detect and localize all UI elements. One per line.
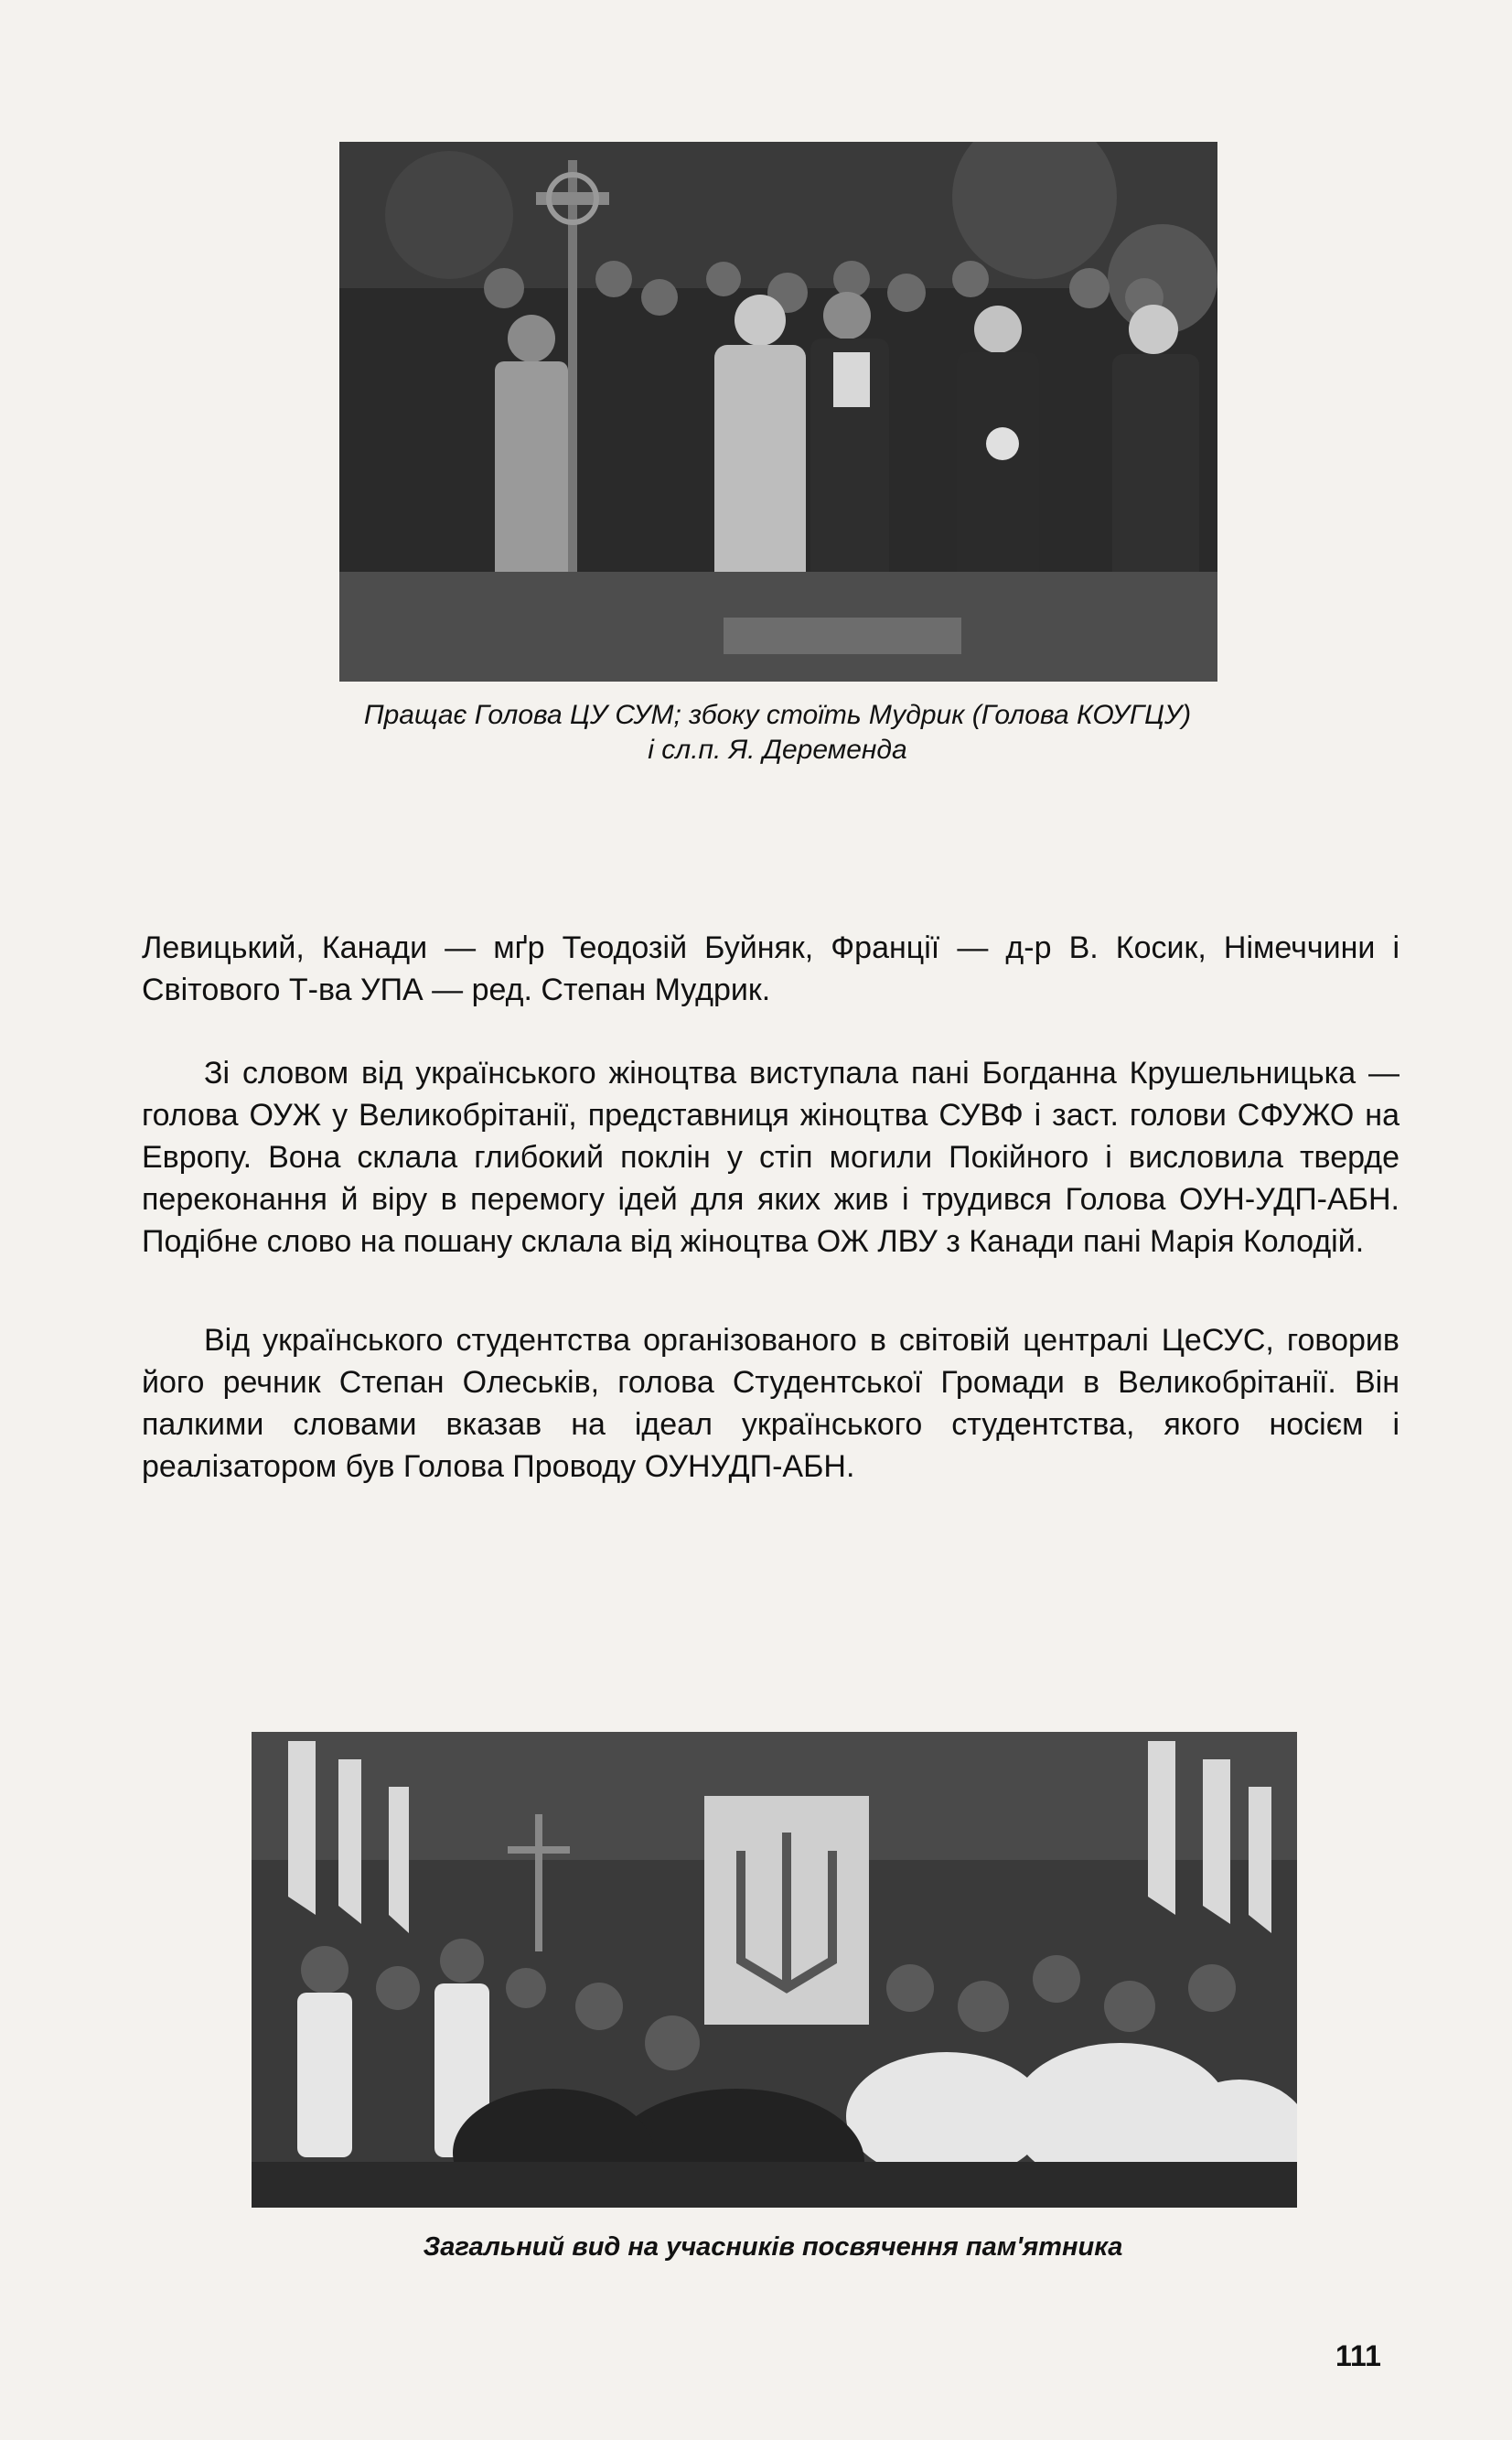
page-number: 111 <box>1335 2339 1381 2372</box>
photo-caption-top-line1: Пращає Голова ЦУ СУМ; збоку стоїть Мудрик (Голова КОУГЦУ) <box>363 700 1192 730</box>
body-paragraph-1 <box>142 927 1399 1011</box>
photo-speakers-at-grave <box>339 142 1217 682</box>
paragraph-text: Від українського студентства організованого в світовій централі ЦеСУС, говорив його речник Степан Олеськів, голова Студентської Громади в Великобрітанії. Він палкими словами вказав на ідеал українського студентства, якого носієм і реалізатором був Голова Проводу ОУНУДП-АБН. <box>142 1323 1399 1484</box>
photo-speakers-image <box>339 142 1217 682</box>
photo-consecration-image <box>252 1732 1297 2208</box>
body-paragraph-3 <box>142 1319 1399 1488</box>
photo-caption-bottom: Загальний вид на учасників посвячення пам'ятника <box>423 2232 1123 2262</box>
photo-caption-top-line2: і сл.п. Я. Деременда <box>648 735 907 765</box>
body-paragraph-2 <box>142 1052 1399 1263</box>
paragraph-text: Левицький, Канади — мґр Теодозій Буйняк, Франції — д-р В. Косик, Німеччини і Світового Т-ва УПА — ред. Степан Мудрик. <box>142 930 1399 1007</box>
photo-caption-top <box>274 698 1281 768</box>
photo-monument-consecration <box>252 1732 1297 2208</box>
paragraph-text: Зі словом від українського жіноцтва виступала пані Богданна Крушельницька — голова ОУЖ у Великобрітанії, представниця жіноцтва СУВФ і заст. голови СФУЖО на Европу. Вона склала глибокий поклін у стіп могили Покійного і висловила тверде переконання й віру в перемогу ідей для яких жив і трудився Голова ОУН-УДП-АБН. Подібне слово на пошану склала від жіноцтва ОЖ ЛВУ з Канади пані Марія Колодій. <box>142 1056 1399 1259</box>
